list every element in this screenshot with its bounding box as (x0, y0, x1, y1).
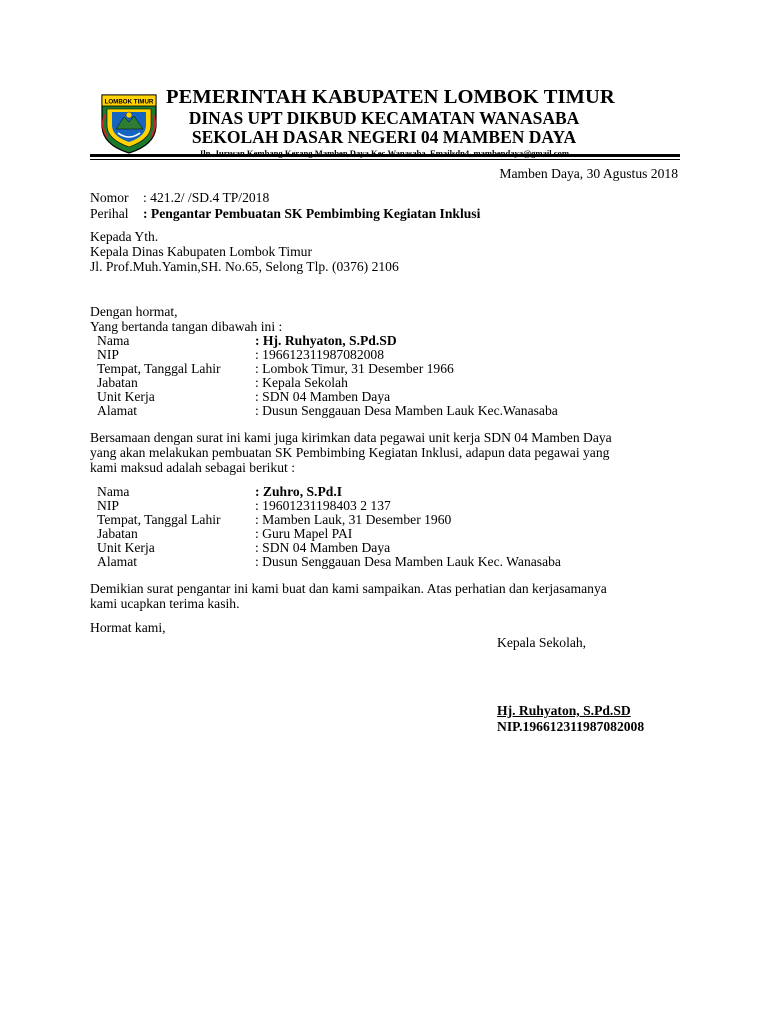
signature-name: Hj. Ruhyaton, S.Pd.SD (497, 703, 631, 718)
field-value: : Hj. Ruhyaton, S.Pd.SD (255, 333, 397, 348)
closing-line: Demikian surat pengantar ini kami buat dan kami sampaikan. Atas perhatian dan kerjasamanya (90, 581, 607, 596)
field-key: NIP (97, 498, 119, 513)
intro-text: Yang bertanda tangan dibawah ini : (90, 319, 283, 334)
signature-nip: NIP.196612311987082008 (497, 719, 645, 734)
field-value: : Kepala Sekolah (255, 375, 348, 390)
field-value: : 19601231198403 2 137 (255, 498, 391, 513)
body-paragraph-line: Bersamaan dengan surat ini kami juga kirimkan data pegawai unit kerja SDN 04 Mamben Daya (90, 430, 612, 445)
field-key: Tempat, Tanggal Lahir (97, 361, 221, 376)
field-value: : Dusun Senggauan Desa Mamben Lauk Kec. Wanasaba (255, 554, 561, 569)
letter-date: Mamben Daya, 30 Agustus 2018 (499, 166, 678, 181)
perihal-label: Perihal (90, 206, 129, 221)
closing-line: kami ucapkan terima kasih. (90, 596, 240, 611)
field-key: Alamat (97, 403, 138, 418)
nomor-label: Nomor (90, 190, 129, 205)
field-key: Tempat, Tanggal Lahir (97, 512, 221, 527)
letterhead-government: PEMERINTAH KABUPATEN LOMBOK TIMUR (166, 86, 615, 108)
regency-emblem-logo (98, 91, 160, 154)
logo-caption: LOMBOK TIMUR (104, 98, 154, 106)
field-key: Unit Kerja (97, 540, 155, 555)
body-paragraph-line: yang akan melakukan pembuatan SK Pembimbing Kegiatan Inklusi, adapun data pegawai yang (90, 445, 610, 460)
field-key: Nama (97, 484, 130, 499)
letterhead (166, 86, 615, 159)
field-value: : Mamben Lauk, 31 Desember 1960 (255, 512, 452, 527)
greeting: Dengan hormat, (90, 304, 178, 319)
field-value: : 196612311987082008 (255, 347, 385, 362)
field-value: : Guru Mapel PAI (255, 526, 353, 541)
letterhead-address: Jln. Jurusan Kembang Kerang Mamben Daya Kec.Wanasaba, Emailsdn4_mambendaya@gmail.com (198, 148, 570, 158)
field-key: Jabatan (97, 526, 138, 541)
field-value: : Dusun Senggauan Desa Mamben Lauk Kec.Wanasaba (255, 403, 558, 418)
letterhead-department: DINAS UPT DIKBUD KECAMATAN WANASABA (188, 108, 580, 128)
field-key: Alamat (97, 554, 138, 569)
hormat-kami: Hormat kami, (90, 620, 166, 635)
field-key: NIP (97, 347, 119, 362)
field-key: Jabatan (97, 375, 138, 390)
field-value: : Zuhro, S.Pd.I (255, 484, 343, 499)
body-paragraph-line: kami maksud adalah sebagai berikut : (90, 460, 295, 475)
recipient-line: Kepada Yth. (90, 229, 159, 244)
field-value: : SDN 04 Mamben Daya (255, 389, 391, 404)
letterhead-thin-rule (90, 159, 680, 160)
letterhead-thick-rule (90, 154, 680, 157)
recipient-line: Jl. Prof.Muh.Yamin,SH. No.65, Selong Tlp. (0376) 2106 (90, 259, 399, 274)
field-value: : SDN 04 Mamben Daya (255, 540, 391, 555)
field-key: Nama (97, 333, 130, 348)
nomor-value: : 421.2/ /SD.4 TP/2018 (143, 190, 270, 205)
recipient-line: Kepala Dinas Kabupaten Lombok Timur (90, 244, 312, 259)
perihal-value: : Pengantar Pembuatan SK Pembimbing Kegiatan Inklusi (143, 206, 481, 221)
letterhead-school: SEKOLAH DASAR NEGERI 04 MAMBEN DAYA (191, 127, 577, 147)
signature-title: Kepala Sekolah, (497, 635, 587, 650)
field-value: : Lombok Timur, 31 Desember 1966 (255, 361, 454, 376)
field-key: Unit Kerja (97, 389, 155, 404)
